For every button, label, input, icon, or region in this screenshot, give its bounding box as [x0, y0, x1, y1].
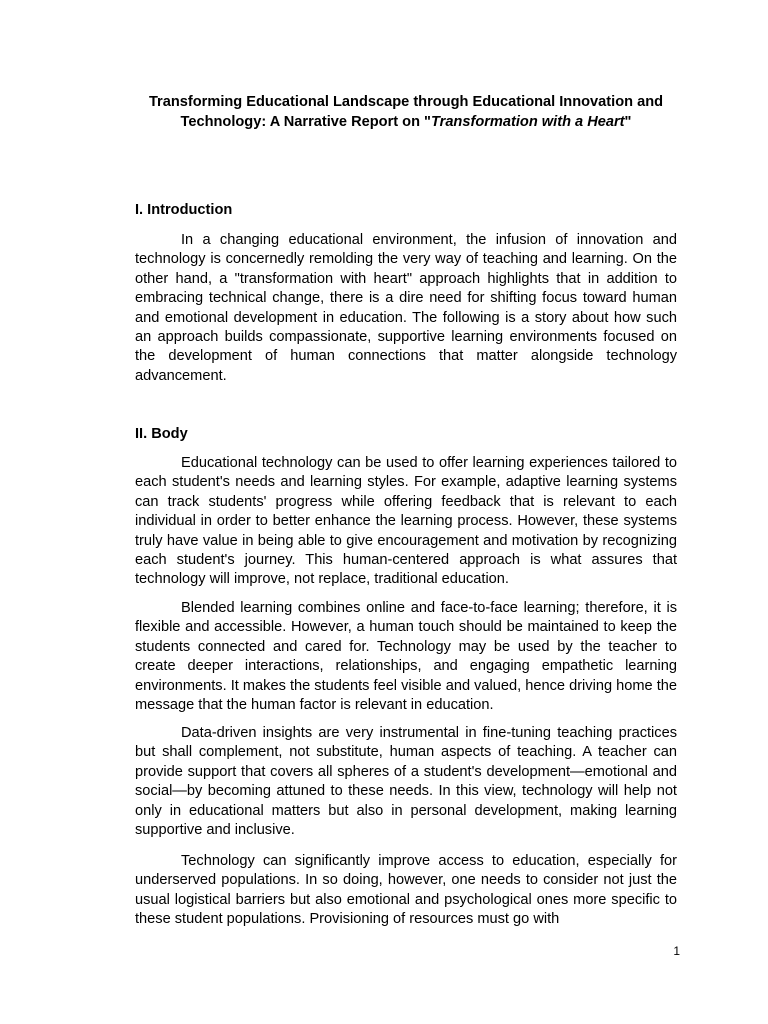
paragraph-introduction: In a changing educational environment, the infusion of innovation and technology is concernedly remolding the very way of teaching and learning. On the other hand, a "transformation with heart" approach highlights that in addition to embracing technical change, there is a dire need for shifting focus toward human and emotional development in education. The following is a story about how such an approach builds compassionate, supportive learning environments focused on the development of human connections that matter alongside technology advancement.	[135, 232, 677, 384]
title-line-2-prefix: Technology: A Narrative Report on "	[180, 113, 431, 130]
paragraph-body-3: Data-driven insights are very instrumental in fine-tuning teaching practices but shall complement, not substitute, human aspects of teaching. A teacher can provide support that covers all spheres of a student's development—emotional and social—by becoming attuned to these needs. In this view, technology will help not only in educational matters but also in personal development, making learning supportive and inclusive.	[135, 725, 677, 839]
title-line-1: Transforming Educational Landscape through Educational Innovation and	[148, 94, 664, 110]
title-line-2-italic: Transformation with a Heart	[430, 113, 625, 130]
paragraph-body-1: Educational technology can be used to offer learning experiences tailored to each student's needs and learning styles. For example, adaptive learning systems can track students' progress while offering feedback that is relevant to each individual in order to better enhance the learning process. However, these systems truly have value in being able to give encouragement and motivation by recognizing each student's journey. This human-centered approach is what assures that technology will improve, not replace, traditional education.	[135, 455, 677, 588]
document-title	[120, 93, 692, 132]
paragraph-body-4: Technology can significantly improve access to education, especially for underserved populations. In so doing, however, one needs to consider not just the usual logistical barriers but also emotional and psychological ones more specific to these student populations. Provisioning of resources must go with	[135, 853, 677, 928]
section-heading-introduction: I. Introduction	[135, 202, 233, 218]
title-line-2-suffix: "	[624, 113, 632, 130]
page-number: 1	[673, 944, 680, 958]
paragraph-body-2: Blended learning combines online and face-to-face learning; therefore, it is flexible and accessible. However, a human touch should be maintained to keep the students connected and cared for. Technology may be used by the teacher to create deeper interactions, relationships, and engaging empathetic learning environments. It makes the students feel visible and valued, hence driving home the message that the human factor is relevant in education.	[135, 600, 677, 714]
section-heading-body: II. Body	[135, 426, 188, 442]
